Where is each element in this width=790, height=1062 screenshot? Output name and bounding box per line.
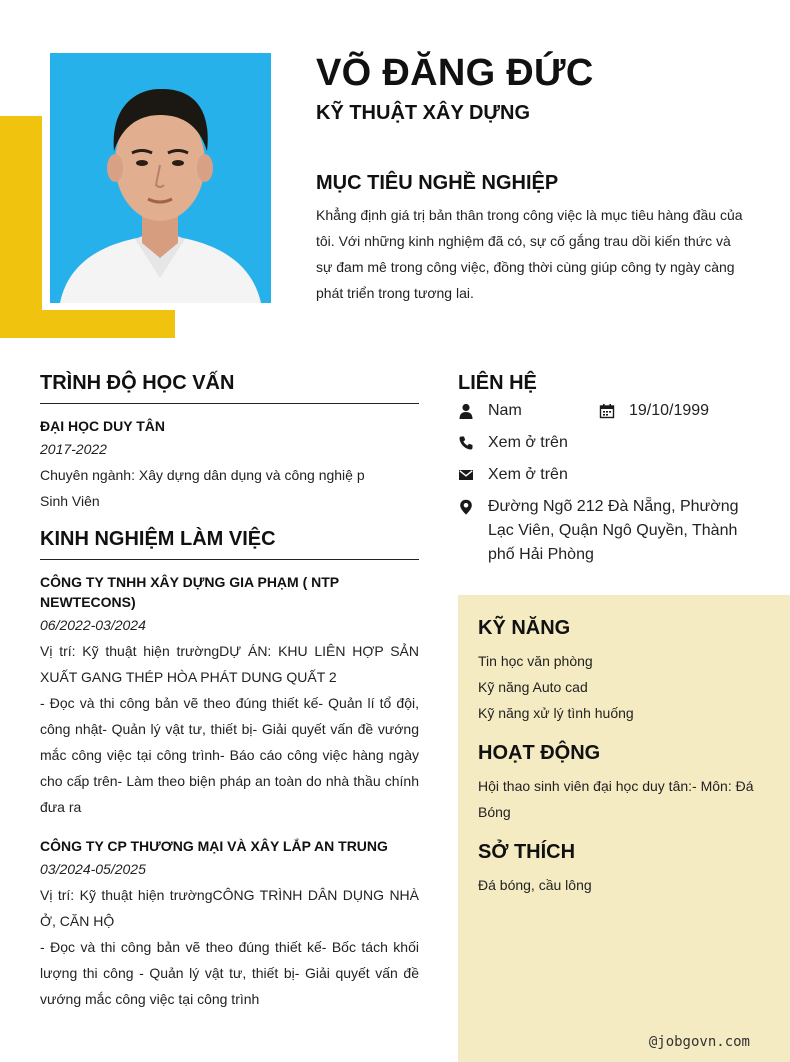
email-value: Xem ở trên (488, 466, 568, 483)
calendar-icon (599, 403, 615, 419)
skill-item: Tin học văn phòng (478, 653, 593, 669)
gender-value: Nam (488, 402, 522, 419)
objective-heading: MỤC TIÊU NGHỀ NGHIỆP (316, 172, 559, 194)
education-major: Chuyên ngành: Xây dựng dân dụng và công nghiệ p (40, 467, 365, 483)
address-value: Đường Ngõ 212 Đà Nẵng, Phường Lạc Viên, Quận Ngô Quyền, Thành phố Hải Phòng (488, 498, 739, 563)
dob-value: 19/10/1999 (629, 402, 710, 419)
job-title: KỸ THUẬT XÂY DỰNG (316, 102, 531, 124)
activities-section (478, 742, 770, 825)
contact-row-email (458, 463, 748, 487)
profile-photo (50, 53, 271, 303)
contact-heading: LIÊN HỆ (458, 372, 537, 394)
activities-text: Hội thao sinh viên đại học duy tân:- Môn: Đá Bóng (478, 778, 754, 820)
job-position: Vị trí: Kỹ thuật hiện trườngDỰ ÁN: KHU LIÊN HỢP SẢN XUẤT GANG THÉP HÒA PHÁT DUNG QUẤT 2 (40, 643, 419, 685)
hobbies-heading: SỞ THÍCH (478, 841, 576, 863)
contact-row-address (458, 495, 748, 567)
job-position: Vị trí: Kỹ thuật hiện trườngCÔNG TRÌNH DÂN DỤNG NHÀ Ở, CĂN HỘ (40, 887, 419, 929)
person-icon (458, 403, 474, 419)
candidate-name: VÕ ĐĂNG ĐỨC (316, 52, 594, 94)
yellow-accent-bar (0, 116, 42, 338)
activities-heading: HOẠT ĐỘNG (478, 742, 601, 764)
experience-heading: KINH NGHIỆM LÀM VIỆC (40, 528, 419, 560)
objective-text: Khẳng định giá trị bản thân trong công việc là mục tiêu hàng đầu của tôi. Với những kinh nghiệm đã có, sự cố gắng trau dồi kiến thức và sự đam mê trong công việc, đồng thời cùng giúp công ty ngày càng phát triển trong tương lai. (316, 207, 743, 301)
education-period: 2017-2022 (40, 441, 107, 457)
company-name: CÔNG TY CP THƯƠNG MẠI VÀ XÂY LẮP AN TRUNG (40, 838, 388, 854)
company-name: CÔNG TY TNHH XÂY DỰNG GIA PHẠM ( NTP NEWTECONS) (40, 574, 339, 610)
mail-icon (458, 467, 474, 483)
education-entry (40, 416, 419, 514)
side-panel (458, 595, 790, 1062)
job-duties: - Đọc và thi công bản vẽ theo đúng thiết kế- Bốc tách khối lượng thi công - Quản lý vật tư, thiết bị- Giải quyết vấn đề vướng mắc công việc tại công trình (40, 939, 419, 1007)
skills-section (478, 617, 770, 726)
school-name: ĐẠI HỌC DUY TÂN (40, 418, 165, 434)
job-entry (40, 836, 419, 1012)
education-status: Sinh Viên (40, 493, 100, 509)
hobbies-text: Đá bóng, cầu lông (478, 877, 592, 893)
contact-row-phone (458, 431, 748, 455)
skill-item: Kỹ năng xử lý tình huống (478, 705, 634, 721)
job-duties: - Đọc và thi công bản vẽ theo đúng thiết kế- Quản lí tổ đội, công nhật- Quản lý vật tư, thiết bị- Giải quyết vấn đề vướng mắc công việc tại công trình- Báo cáo công việc hàng ngày cho cấp trên- Làm theo biện pháp an toàn do nhà thầu chính đưa ra (40, 695, 419, 815)
hobbies-section (478, 841, 770, 898)
job-period: 06/2022-03/2024 (40, 617, 146, 633)
education-heading: TRÌNH ĐỘ HỌC VẤN (40, 372, 419, 404)
phone-value: Xem ở trên (488, 434, 568, 451)
job-period: 03/2024-05/2025 (40, 861, 146, 877)
job-entry (40, 572, 419, 820)
watermark-text: @jobgovn.com (648, 1034, 750, 1050)
skill-item: Kỹ năng Auto cad (478, 679, 588, 695)
location-pin-icon (458, 499, 474, 515)
contact-section (458, 372, 748, 575)
contact-row-gender-dob (458, 399, 748, 423)
yellow-accent-strip (0, 310, 175, 338)
left-column (40, 372, 419, 1012)
phone-icon (458, 435, 474, 451)
skills-heading: KỸ NĂNG (478, 617, 571, 639)
